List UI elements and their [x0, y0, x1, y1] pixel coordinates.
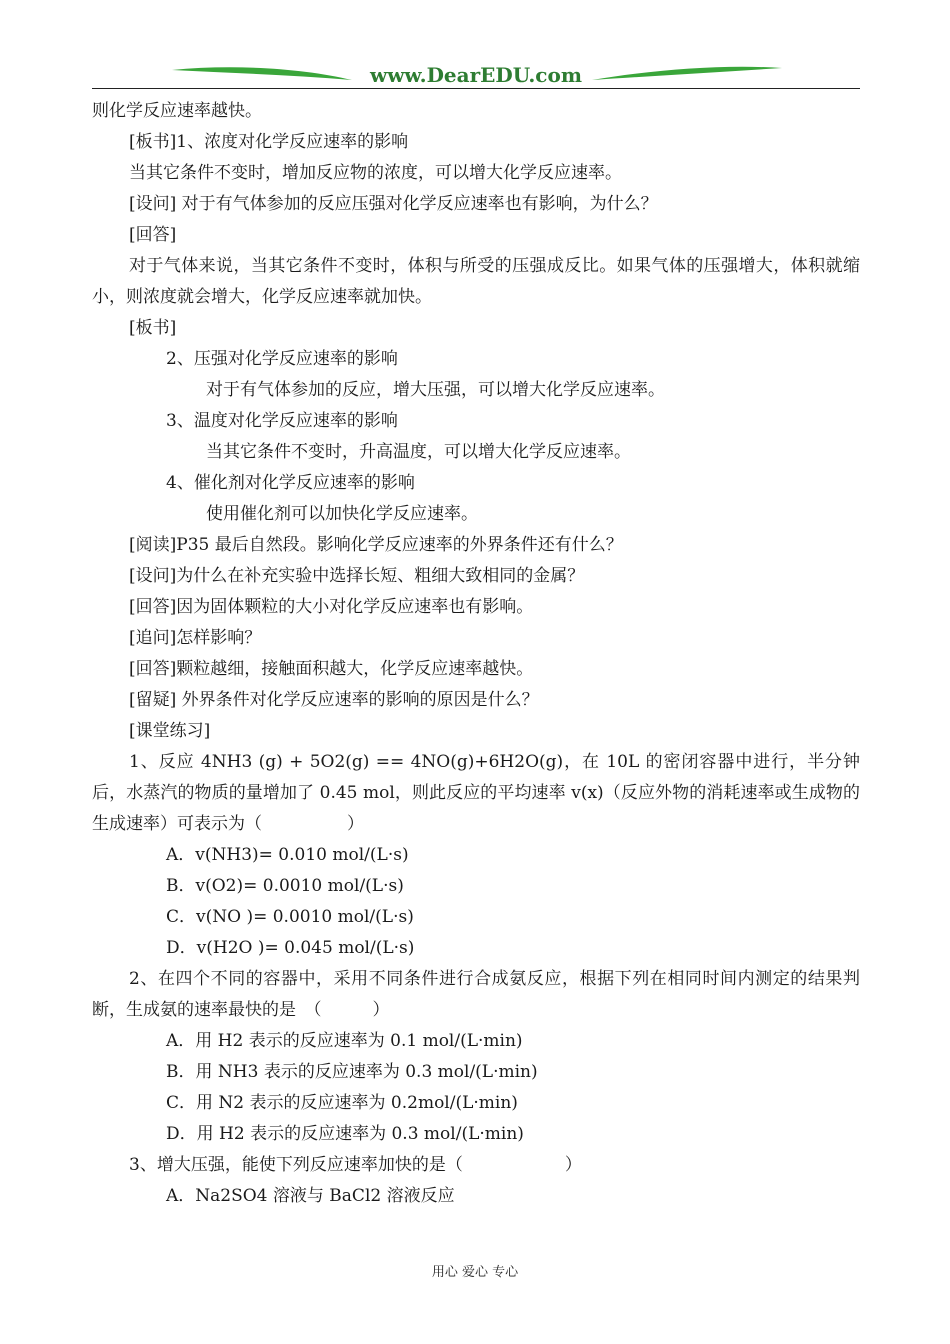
q1-option-a: A．v(NH3)= 0.010 mol/(L·s)	[166, 845, 409, 865]
text-line: 当其它条件不变时，增加反应物的浓度，可以增大化学反应速率。	[129, 163, 622, 183]
site-header-banner	[92, 58, 860, 92]
text-line: [回答]因为固体颗粒的大小对化学反应速率也有影响。	[129, 597, 534, 617]
q1-option-b: B．v(O2)= 0.0010 mol/(L·s)	[166, 876, 404, 896]
q1-option-d: D．v(H2O )= 0.045 mol/(L·s)	[166, 938, 415, 958]
q2-option-b: B．用 NH3 表示的反应速率为 0.3 mol/(L·min)	[166, 1062, 538, 1082]
q2-option-d: D．用 H2 表示的反应速率为 0.3 mol/(L·min)	[166, 1124, 524, 1144]
text-line: [课堂练习]	[129, 721, 211, 741]
text-line: [设问] 对于有气体参加的反应压强对化学反应速率也有影响，为什么？	[129, 194, 658, 214]
text-line: 对于有气体参加的反应，增大压强，可以增大化学反应速率。	[206, 380, 665, 400]
text-line: 4、催化剂对化学反应速率的影响	[166, 473, 415, 493]
text-line: [板书]1、浓度对化学反应速率的影响	[129, 132, 409, 152]
text-line: [板书]	[129, 318, 177, 338]
text-line: 使用催化剂可以加快化学反应速率。	[206, 504, 478, 524]
text-line: [回答]颗粒越细，接触面积越大，化学反应速率越快。	[129, 659, 534, 679]
site-url: www.DearEDU.com	[369, 63, 583, 87]
question-1: 1、反应 4NH3 (g) + 5O2(g) == 4NO(g)+6H2O(g)，在 10L 的密闭容器中进行，半分钟后，水蒸汽的物质的量增加了 0.45 mol，则此反应的平均速率 v(x)（反应外物的消耗速率或生成物的生成速率）可表示为（ ）	[92, 752, 860, 834]
text-line: [留疑] 外界条件对化学反应速率的影响的原因是什么？	[129, 690, 539, 710]
text-line: [追问]怎样影响？	[129, 628, 262, 648]
text-line: 3、温度对化学反应速率的影响	[166, 411, 398, 431]
text-line: 2、压强对化学反应速率的影响	[166, 349, 398, 369]
text-line: [设问]为什么在补充实验中选择长短、粗细大致相同的金属？	[129, 566, 585, 586]
q1-option-c: C．v(NO )= 0.0010 mol/(L·s)	[166, 907, 414, 927]
document-body	[92, 96, 860, 1212]
header-rule	[92, 88, 860, 89]
text-line: 当其它条件不变时，升高温度，可以增大化学反应速率。	[206, 442, 631, 462]
q2-option-a: A．用 H2 表示的反应速率为 0.1 mol/(L·min)	[166, 1031, 523, 1051]
question-3: 3、增大压强，能使下列反应速率加快的是（ ）	[129, 1155, 582, 1175]
paragraph: 对于气体来说，当其它条件不变时，体积与所受的压强成反比。如果气体的压强增大，体积就缩小，则浓度就会增大，化学反应速率就加快。	[92, 256, 860, 307]
green-swoosh-logo	[92, 58, 860, 92]
q2-option-c: C．用 N2 表示的反应速率为 0.2mol/(L·min)	[166, 1093, 518, 1113]
q3-option-a: A．Na2SO4 溶液与 BaCl2 溶液反应	[166, 1186, 455, 1206]
text-line: 则化学反应速率越快。	[92, 101, 262, 121]
page-footer: 用心 爱心 专心	[431, 1265, 519, 1280]
text-line: [回答]	[129, 225, 177, 245]
text-line: [阅读]P35 最后自然段。影响化学反应速率的外界条件还有什么？	[129, 535, 623, 555]
question-2: 2、在四个不同的容器中，采用不同条件进行合成氨反应，根据下列在相同时间内测定的结果判断，生成氨的速率最快的是 （ ）	[92, 969, 860, 1020]
